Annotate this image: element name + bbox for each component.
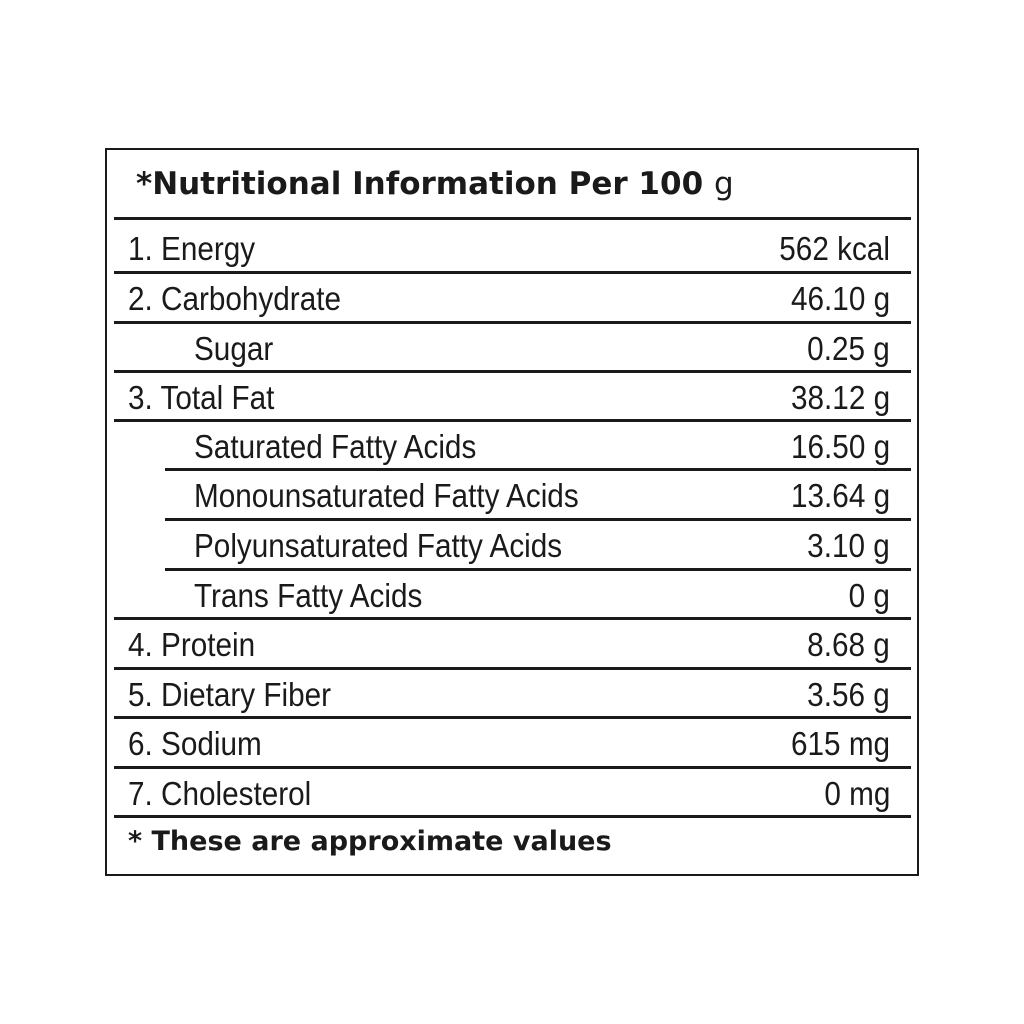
nutrient-row-trans-fatty-acids (128, 571, 890, 620)
label-title (136, 166, 734, 202)
nutrient-row-sodium (128, 719, 890, 768)
nutrient-row-sugar (128, 324, 890, 373)
nutrient-name: Trans Fatty Acids (194, 577, 423, 614)
nutrient-name: Saturated Fatty Acids (194, 428, 477, 465)
nutrient-value: 46.10 g (790, 280, 890, 317)
nutrient-name: 3. Total Fat (128, 379, 275, 416)
nutrient-row-protein (128, 620, 890, 669)
nutrient-row-saturated-fatty-acids (128, 422, 890, 471)
label-title-unit: g (713, 166, 734, 202)
nutrient-value: 0.25 g (807, 330, 890, 367)
footnote: * These are approximate values (128, 826, 612, 857)
nutrient-value: 16.50 g (790, 428, 890, 465)
nutrient-row-energy (128, 224, 890, 273)
nutrient-name: 7. Cholesterol (128, 775, 312, 812)
nutrient-value: 562 kcal (779, 230, 890, 267)
label-title-text: *Nutritional Information Per 100 (136, 166, 704, 202)
nutrient-value: 0 mg (823, 775, 890, 812)
nutrient-value: 3.56 g (807, 676, 890, 713)
nutrient-value: 8.68 g (807, 626, 890, 663)
title-divider (114, 217, 911, 220)
nutrient-value: 615 mg (790, 725, 890, 762)
nutrient-row-total-fat (128, 373, 890, 422)
nutrient-row-dietary-fiber (128, 670, 890, 719)
nutrient-value: 3.10 g (807, 527, 890, 564)
nutrient-name: 1. Energy (128, 230, 256, 267)
nutrient-name: 4. Protein (128, 626, 256, 663)
nutrient-name: Monounsaturated Fatty Acids (194, 477, 579, 514)
nutrient-name: 5. Dietary Fiber (128, 676, 332, 713)
nutrient-value: 13.64 g (790, 477, 890, 514)
nutrient-name: Sugar (194, 330, 274, 367)
nutrient-value: 38.12 g (790, 379, 890, 416)
row-divider (114, 815, 911, 818)
nutrient-name: Polyunsaturated Fatty Acids (194, 527, 563, 564)
nutrient-row-monounsaturated-fatty-acids (128, 471, 890, 520)
nutrient-name: 2. Carbohydrate (128, 280, 341, 317)
nutrient-row-cholesterol (128, 769, 890, 818)
nutrient-row-carbohydrate (128, 274, 890, 323)
nutrient-name: 6. Sodium (128, 725, 262, 762)
nutrient-row-polyunsaturated-fatty-acids (128, 521, 890, 570)
nutrient-value: 0 g (848, 577, 890, 614)
